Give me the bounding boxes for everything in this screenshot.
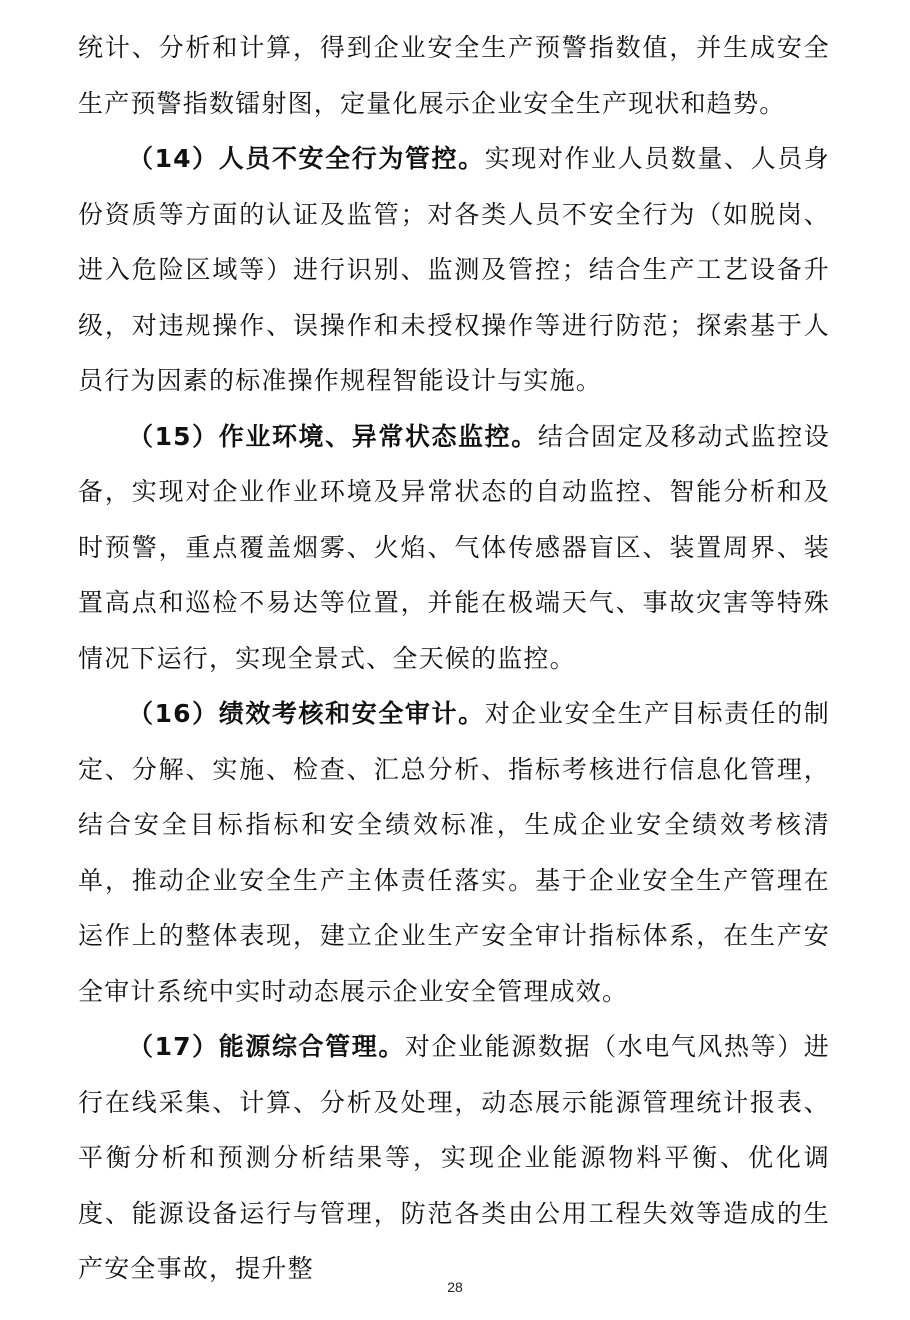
paragraph-heading: （17）能源综合管理。: [128, 1032, 405, 1061]
body-text: [78, 20, 830, 1297]
paragraph-text: 对企业安全生产目标责任的制定、分解、实施、检查、汇总分析、指标考核进行信息化管理，结合安全目标指标和安全绩效标准，生成企业安全绩效考核清单，推动企业安全生产主体责任落实。基于企业安全生产管理在运作上的整体表现，建立企业生产安全审计指标体系，在生产安全审计系统中实时动态展示企业安全管理成效。: [78, 699, 830, 1006]
paragraph-continuation: [78, 20, 830, 131]
paragraph-text: 实现对作业人员数量、人员身份资质等方面的认证及监管；对各类人员不安全行为（如脱岗、进入危险区域等）进行识别、监测及管控；结合生产工艺设备升级，对违规操作、误操作和未授权操作等进行防范；探索基于人员行为因素的标准操作规程智能设计与实施。: [78, 144, 830, 395]
paragraph-text: 结合固定及移动式监控设备，实现对企业作业环境及异常状态的自动监控、智能分析和及时预警，重点覆盖烟雾、火焰、气体传感器盲区、装置周界、装置高点和巡检不易达等位置，并能在极端天气、事故灾害等特殊情况下运行，实现全景式、全天候的监控。: [78, 421, 830, 673]
paragraph-17: [78, 1019, 830, 1297]
paragraph-15: [78, 409, 830, 687]
paragraph-16: [78, 686, 830, 1019]
paragraph-text: 对企业能源数据（水电气风热等）进行在线采集、计算、分析及处理，动态展示能源管理统计报表、平衡分析和预测分析结果等，实现企业能源物料平衡、优化调度、能源设备运行与管理，防范各类由公用工程失效等造成的生产安全事故，提升整: [78, 1032, 831, 1283]
paragraph-heading: （15）作业环境、异常状态监控。: [128, 421, 538, 451]
page-number: 28: [447, 1279, 463, 1295]
paragraph-heading: （14）人员不安全行为管控。: [128, 144, 485, 173]
paragraph-heading: （16）绩效考核和安全审计。: [128, 699, 485, 728]
paragraph-text: 统计、分析和计算，得到企业安全生产预警指数值，并生成安全生产预警指数镭射图，定量化展示企业安全生产现状和趋势。: [78, 33, 830, 118]
paragraph-14: [78, 131, 830, 409]
